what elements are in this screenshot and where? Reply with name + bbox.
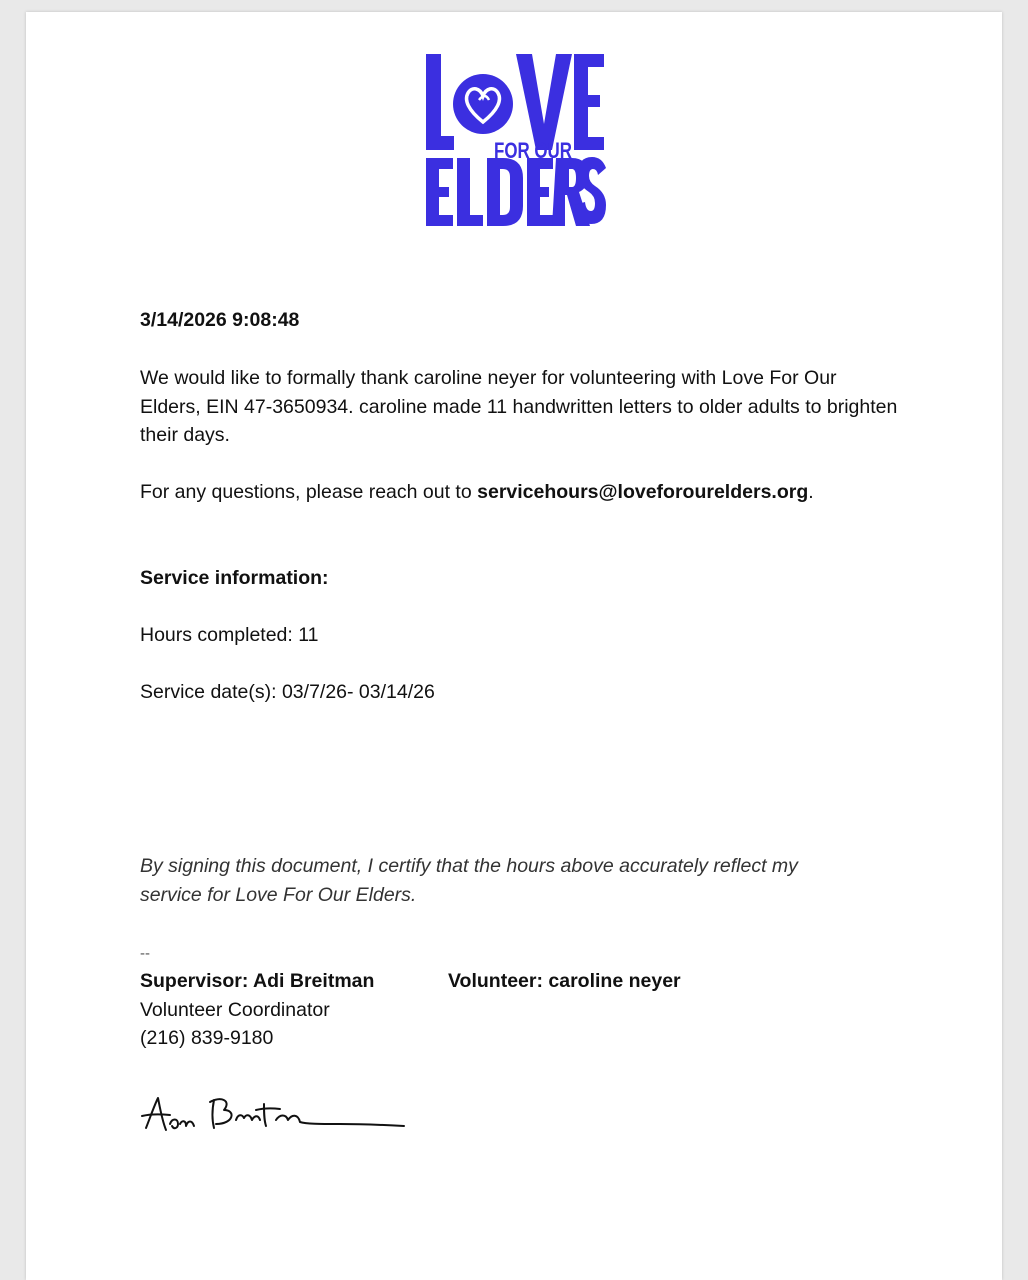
- love-for-our-elders-logo: [424, 50, 608, 230]
- signature-icon: [140, 1090, 410, 1140]
- service-heading: Service information:: [140, 567, 329, 589]
- logo-tagline: FOR OUR: [494, 138, 573, 163]
- volunteer-name: Volunteer: caroline neyer: [448, 970, 681, 992]
- supervisor-phone: (216) 839-9180: [140, 1027, 274, 1049]
- contact-suffix: .: [808, 481, 814, 503]
- supervisor-block: [140, 967, 374, 1053]
- document-page: [26, 12, 1002, 1280]
- contact-email: servicehours@loveforourelders.org: [477, 481, 809, 503]
- timestamp: 3/14/2026 9:08:48: [140, 309, 300, 331]
- thanks-paragraph: We would like to formally thank caroline neyer for volunteering with Love For Our Elders, EIN 47-3650934. caroline made 11 handwritten letters to older adults to brighten their days.: [140, 367, 898, 446]
- service-dates: Service date(s): 03/7/26- 03/14/26: [140, 681, 435, 703]
- supervisor-title: Volunteer Coordinator: [140, 998, 330, 1021]
- certification-statement: By signing this document, I certify that the hours above accurately reflect my service for Love For Our Elders.: [140, 855, 798, 906]
- contact-paragraph: [140, 478, 900, 507]
- contact-prefix: For any questions, please reach out to: [140, 481, 478, 503]
- hours-completed: Hours completed: 11: [140, 624, 319, 646]
- separator: --: [140, 945, 150, 962]
- supervisor-name: Supervisor: Adi Breitman: [140, 970, 375, 992]
